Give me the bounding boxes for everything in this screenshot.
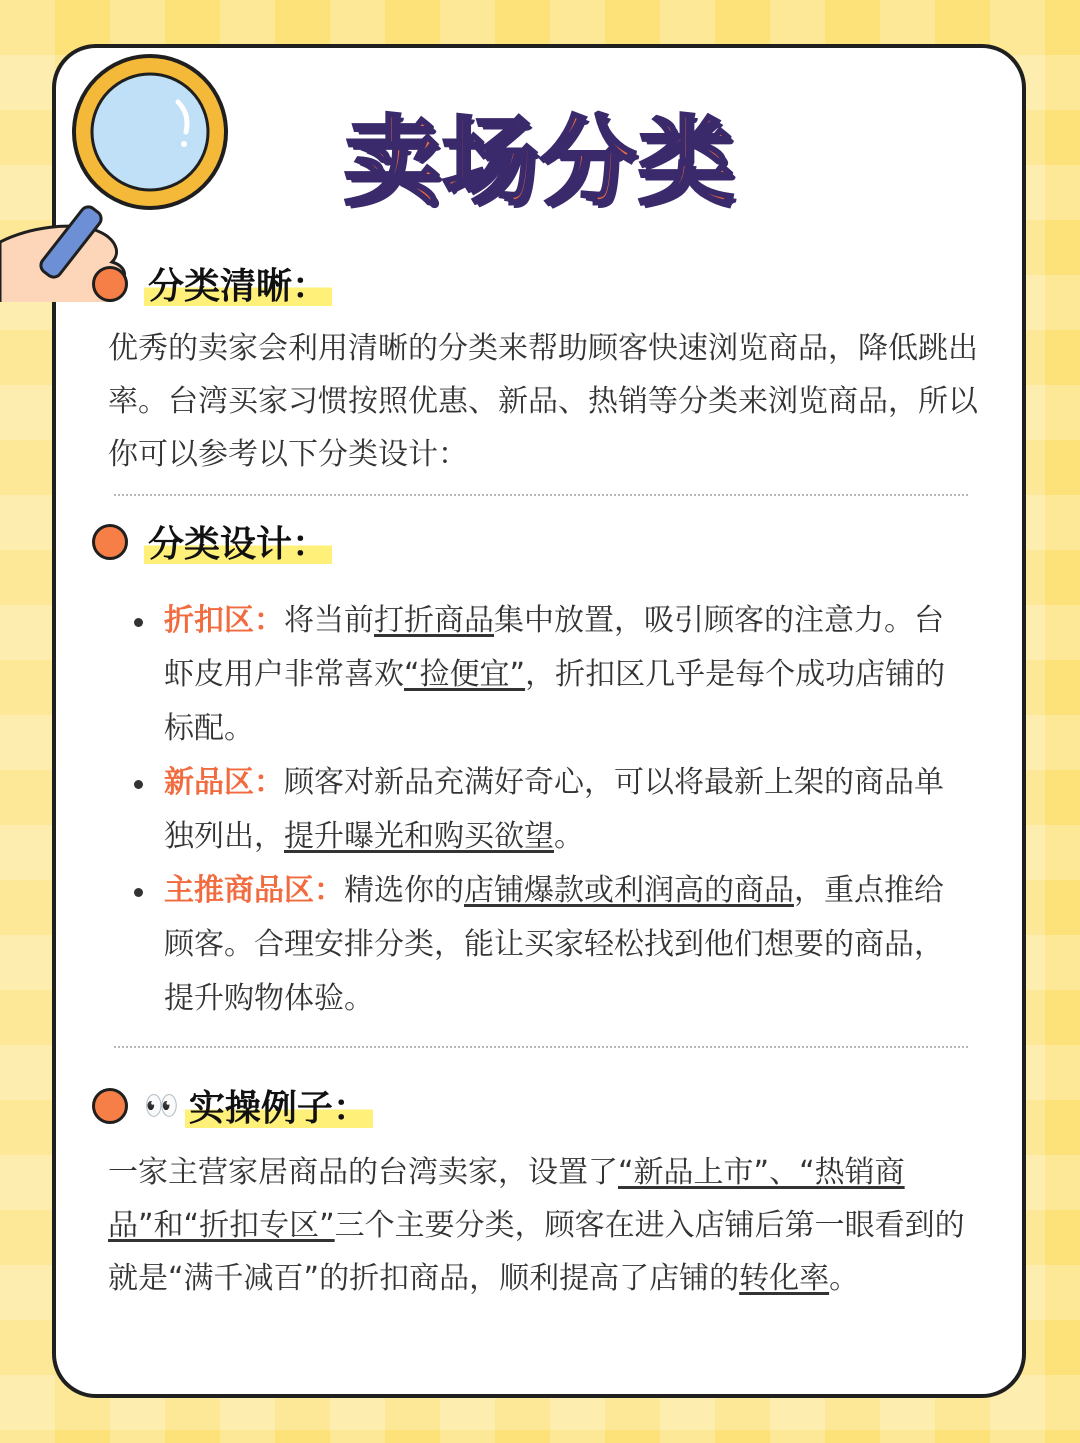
orange-dot-icon bbox=[92, 266, 128, 302]
dotted-divider bbox=[114, 1046, 968, 1048]
section-heading-design bbox=[92, 516, 332, 567]
list-item-discount bbox=[130, 594, 970, 756]
underlined-phrase: 打折商品 bbox=[374, 603, 494, 638]
list-item-featured bbox=[130, 864, 970, 1026]
list-item-new bbox=[130, 756, 970, 864]
bullet-icon bbox=[134, 780, 143, 789]
page-title: 卖场分类 bbox=[344, 106, 736, 218]
example-text: 。 bbox=[829, 1261, 860, 1296]
orange-dot-icon bbox=[92, 1088, 128, 1124]
item-text: 将当前 bbox=[284, 603, 374, 638]
eyes-emoji-icon: 👀 bbox=[144, 1089, 175, 1122]
dotted-divider bbox=[114, 494, 968, 496]
example-text: 一家主营家居商品的台湾卖家，设置了 bbox=[108, 1155, 618, 1190]
section-heading-text: 分类清晰： bbox=[144, 258, 332, 309]
item-text: ，折扣区几乎是每个成功店铺的标配。 bbox=[164, 657, 946, 746]
item-text: 精选你的 bbox=[344, 873, 464, 908]
item-label: 新品区： bbox=[164, 765, 284, 800]
item-text: 集中放置，吸引顾客的注意力。台虾皮用户非常喜欢 bbox=[164, 603, 944, 692]
underlined-phrase: “捡便宜” bbox=[404, 657, 526, 692]
section-heading-example bbox=[92, 1080, 373, 1131]
intro-paragraph: 优秀的卖家会利用清晰的分类来帮助顾客快速浏览商品，降低跳出率。台湾买家习惯按照优惠、新品、热销等分类来浏览商品，所以你可以参考以下分类设计： bbox=[108, 331, 978, 472]
example-paragraph bbox=[108, 1146, 988, 1305]
bullet-icon bbox=[134, 888, 143, 897]
category-list bbox=[130, 594, 970, 1026]
item-text: ，重点推给顾客。合理安排分类，能让买家轻松找到他们想要的商品，提升购物体验。 bbox=[164, 873, 944, 1016]
item-text: 。 bbox=[554, 819, 584, 854]
underlined-phrase: 转化率 bbox=[739, 1261, 830, 1296]
orange-dot-icon bbox=[92, 524, 128, 560]
example-text: 三个主要分类，顾客在进入店铺后第一眼看到的就是“满千减百”的折扣商品，顺利提高了店铺的 bbox=[108, 1208, 965, 1296]
underlined-phrase: 提升曝光和购买欲望 bbox=[284, 819, 554, 854]
section-heading-text: 分类设计： bbox=[144, 516, 332, 567]
underlined-phrase: 店铺爆款或利润高的商品 bbox=[464, 873, 794, 908]
bullet-icon bbox=[134, 618, 143, 627]
underlined-phrase: “新品上市”、“热销商品”和“折扣专区” bbox=[108, 1155, 905, 1243]
item-label: 主推商品区： bbox=[164, 873, 344, 908]
item-label: 折扣区： bbox=[164, 603, 284, 638]
section-heading-text: 实操例子： bbox=[185, 1080, 373, 1131]
section-heading-clear bbox=[92, 258, 332, 309]
item-text: 顾客对新品充满好奇心，可以将最新上架的商品单独列出， bbox=[164, 765, 944, 854]
